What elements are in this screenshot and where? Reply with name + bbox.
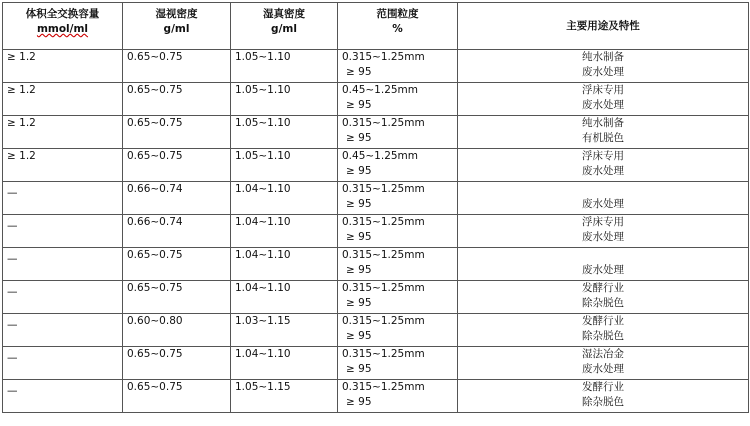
usage-line-2: 废水处理 bbox=[582, 198, 624, 210]
cell-apparent-density: 0.65~0.75 bbox=[123, 281, 231, 314]
usage-line-2: 废水处理 bbox=[582, 231, 624, 243]
cell-true-density: 1.04~1.10 bbox=[231, 248, 338, 281]
header-size-range-title: 范围粒度 bbox=[376, 8, 419, 20]
size-range-value: 0.315~1.25mm bbox=[342, 117, 425, 129]
cell-capacity bbox=[3, 83, 123, 116]
capacity-value: ≥ 1.2 bbox=[7, 117, 36, 129]
header-usage bbox=[458, 3, 749, 50]
size-range-value: 0.45~1.25mm bbox=[342, 84, 419, 96]
cell-capacity bbox=[3, 248, 123, 281]
table-row bbox=[3, 50, 749, 83]
cell-capacity bbox=[3, 182, 123, 215]
capacity-value: — bbox=[7, 253, 18, 265]
usage-line-1: 湿法冶金 bbox=[582, 348, 624, 360]
cell-capacity bbox=[3, 347, 123, 380]
header-apparent-density-title: 湿视密度 bbox=[155, 8, 198, 20]
table-row bbox=[3, 380, 749, 413]
cell-true-density: 1.04~1.10 bbox=[231, 215, 338, 248]
header-apparent-density-unit: g/ml bbox=[163, 23, 190, 35]
usage-line-2: 废水处理 bbox=[582, 264, 624, 276]
table-row bbox=[3, 83, 749, 116]
cell-apparent-density: 0.65~0.75 bbox=[123, 380, 231, 413]
usage-line-2: 废水处理 bbox=[582, 165, 624, 177]
capacity-value: — bbox=[7, 352, 18, 364]
cell-true-density: 1.05~1.10 bbox=[231, 50, 338, 83]
size-percent-value: ≥ 95 bbox=[346, 198, 372, 210]
cell-size-range bbox=[338, 380, 458, 413]
size-percent-value: ≥ 95 bbox=[346, 66, 372, 78]
cell-usage bbox=[458, 149, 749, 182]
usage-line-1: 浮床专用 bbox=[582, 150, 624, 162]
cell-usage bbox=[458, 215, 749, 248]
usage-line-2: 废水处理 bbox=[582, 99, 624, 111]
cell-apparent-density: 0.65~0.75 bbox=[123, 50, 231, 83]
usage-line-1: 纯水制备 bbox=[582, 117, 624, 129]
cell-true-density: 1.04~1.10 bbox=[231, 281, 338, 314]
cell-true-density: 1.05~1.10 bbox=[231, 149, 338, 182]
usage-line-1 bbox=[462, 248, 744, 263]
cell-usage bbox=[458, 50, 749, 83]
usage-line-1: 浮床专用 bbox=[582, 216, 624, 228]
cell-size-range bbox=[338, 149, 458, 182]
cell-apparent-density: 0.65~0.75 bbox=[123, 347, 231, 380]
cell-size-range bbox=[338, 281, 458, 314]
header-row bbox=[3, 3, 749, 50]
cell-apparent-density: 0.65~0.75 bbox=[123, 248, 231, 281]
table-row bbox=[3, 149, 749, 182]
cell-size-range bbox=[338, 83, 458, 116]
table-row bbox=[3, 314, 749, 347]
cell-true-density: 1.03~1.15 bbox=[231, 314, 338, 347]
cell-capacity bbox=[3, 314, 123, 347]
usage-line-1: 发酵行业 bbox=[582, 282, 624, 294]
cell-size-range bbox=[338, 50, 458, 83]
header-usage-title: 主要用途及特性 bbox=[566, 19, 640, 32]
header-capacity bbox=[3, 3, 123, 50]
cell-usage bbox=[458, 380, 749, 413]
size-range-value: 0.315~1.25mm bbox=[342, 282, 425, 294]
size-range-value: 0.315~1.25mm bbox=[342, 348, 425, 360]
cell-true-density: 1.05~1.10 bbox=[231, 116, 338, 149]
cell-capacity bbox=[3, 215, 123, 248]
capacity-value: ≥ 1.2 bbox=[7, 51, 36, 63]
cell-usage bbox=[458, 314, 749, 347]
capacity-value: — bbox=[7, 220, 18, 232]
size-percent-value: ≥ 95 bbox=[346, 363, 372, 375]
table-row bbox=[3, 215, 749, 248]
cell-size-range bbox=[338, 215, 458, 248]
cell-size-range bbox=[338, 248, 458, 281]
cell-true-density: 1.05~1.15 bbox=[231, 380, 338, 413]
cell-usage bbox=[458, 116, 749, 149]
cell-true-density: 1.04~1.10 bbox=[231, 182, 338, 215]
cell-apparent-density: 0.65~0.75 bbox=[123, 116, 231, 149]
capacity-value: — bbox=[7, 187, 18, 199]
cell-size-range bbox=[338, 314, 458, 347]
size-percent-value: ≥ 95 bbox=[346, 99, 372, 111]
cell-capacity bbox=[3, 380, 123, 413]
usage-line-1: 浮床专用 bbox=[582, 84, 624, 96]
usage-line-1 bbox=[462, 182, 744, 197]
usage-line-2: 除杂脱色 bbox=[582, 396, 624, 408]
header-apparent-density bbox=[123, 3, 231, 50]
cell-true-density: 1.05~1.10 bbox=[231, 83, 338, 116]
size-range-value: 0.315~1.25mm bbox=[342, 51, 425, 63]
cell-usage bbox=[458, 347, 749, 380]
usage-line-2: 除杂脱色 bbox=[582, 330, 624, 342]
size-range-value: 0.45~1.25mm bbox=[342, 150, 419, 162]
size-percent-value: ≥ 95 bbox=[346, 396, 372, 408]
usage-line-2: 除杂脱色 bbox=[582, 297, 624, 309]
usage-line-2: 有机脱色 bbox=[582, 132, 624, 144]
usage-line-1: 发酵行业 bbox=[582, 315, 624, 327]
capacity-value: — bbox=[7, 319, 18, 331]
header-capacity-unit: mmol/ml bbox=[36, 23, 89, 35]
header-true-density bbox=[231, 3, 338, 50]
header-true-density-title: 湿真密度 bbox=[263, 8, 305, 20]
cell-apparent-density: 0.66~0.74 bbox=[123, 215, 231, 248]
resin-spec-table bbox=[2, 2, 749, 413]
size-percent-value: ≥ 95 bbox=[346, 297, 372, 309]
cell-capacity bbox=[3, 116, 123, 149]
table-row bbox=[3, 182, 749, 215]
usage-line-1: 纯水制备 bbox=[582, 51, 624, 63]
cell-apparent-density: 0.65~0.75 bbox=[123, 149, 231, 182]
cell-size-range bbox=[338, 182, 458, 215]
cell-apparent-density: 0.60~0.80 bbox=[123, 314, 231, 347]
size-percent-value: ≥ 95 bbox=[346, 231, 372, 243]
capacity-value: — bbox=[7, 385, 18, 397]
size-percent-value: ≥ 95 bbox=[346, 165, 372, 177]
header-size-range bbox=[338, 3, 458, 50]
cell-size-range bbox=[338, 116, 458, 149]
cell-apparent-density: 0.66~0.74 bbox=[123, 182, 231, 215]
table-row bbox=[3, 347, 749, 380]
cell-true-density: 1.04~1.10 bbox=[231, 347, 338, 380]
size-range-value: 0.315~1.25mm bbox=[342, 381, 425, 393]
capacity-value: ≥ 1.2 bbox=[7, 150, 36, 162]
cell-capacity bbox=[3, 50, 123, 83]
capacity-value: ≥ 1.2 bbox=[7, 84, 36, 96]
cell-usage bbox=[458, 248, 749, 281]
cell-apparent-density: 0.65~0.75 bbox=[123, 83, 231, 116]
size-percent-value: ≥ 95 bbox=[346, 132, 372, 144]
size-range-value: 0.315~1.25mm bbox=[342, 249, 425, 261]
cell-usage bbox=[458, 83, 749, 116]
cell-capacity bbox=[3, 281, 123, 314]
cell-size-range bbox=[338, 347, 458, 380]
header-size-range-unit: % bbox=[392, 23, 403, 35]
table-row bbox=[3, 116, 749, 149]
cell-usage bbox=[458, 281, 749, 314]
capacity-value: — bbox=[7, 286, 18, 298]
table-row bbox=[3, 248, 749, 281]
header-true-density-unit: g/ml bbox=[271, 23, 297, 35]
table-row bbox=[3, 281, 749, 314]
size-percent-value: ≥ 95 bbox=[346, 264, 372, 276]
size-range-value: 0.315~1.25mm bbox=[342, 183, 425, 195]
size-range-value: 0.315~1.25mm bbox=[342, 315, 425, 327]
header-capacity-title: 体积全交换容量 bbox=[25, 8, 100, 20]
usage-line-2: 废水处理 bbox=[582, 363, 624, 375]
cell-capacity bbox=[3, 149, 123, 182]
size-range-value: 0.315~1.25mm bbox=[342, 216, 425, 228]
usage-line-2: 废水处理 bbox=[582, 66, 624, 78]
cell-usage bbox=[458, 182, 749, 215]
size-percent-value: ≥ 95 bbox=[346, 330, 372, 342]
usage-line-1: 发酵行业 bbox=[582, 381, 624, 393]
